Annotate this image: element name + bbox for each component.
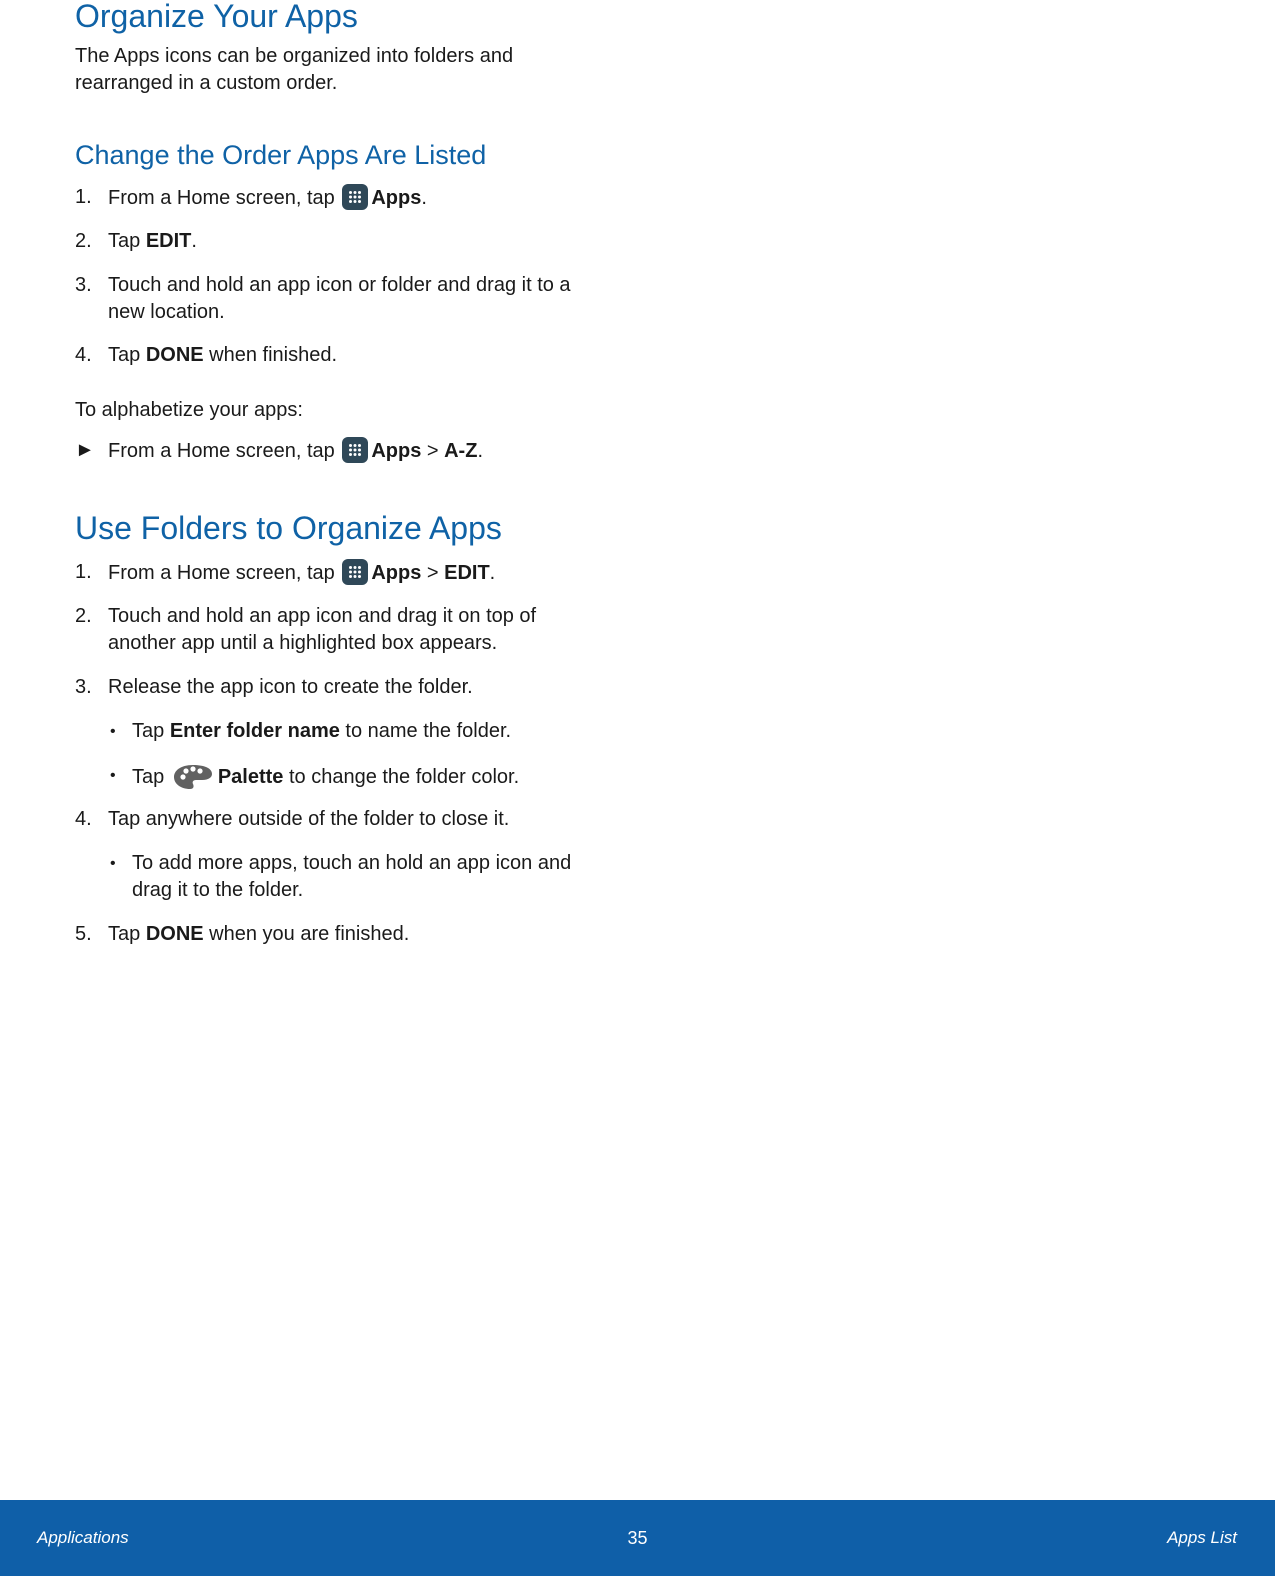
step-number: 2. xyxy=(75,230,92,252)
palette-icon xyxy=(172,762,214,800)
section-title-organize: Organize Your Apps xyxy=(75,0,358,34)
apps-icon xyxy=(342,184,368,210)
step-text: Release the app icon to create the folder. xyxy=(108,676,473,698)
step-number: 1. xyxy=(75,561,92,583)
step-number: 4. xyxy=(75,344,92,366)
page-footer xyxy=(0,1500,1275,1576)
intro-paragraph: The Apps icons can be organized into folders and rearranged in a custom order. xyxy=(75,45,514,94)
step-text: From a Home screen, tap Apps > A-Z. xyxy=(108,437,608,465)
step-number: 2. xyxy=(75,605,92,627)
step-number: 3. xyxy=(75,676,92,698)
step-number: 3. xyxy=(75,274,92,296)
section-title-use-folders: Use Folders to Organize Apps xyxy=(75,510,502,546)
apps-icon xyxy=(342,437,368,463)
bullet: • xyxy=(110,855,116,872)
bullet-text: Tap Palette to change the folder color. xyxy=(132,762,612,800)
apps-icon xyxy=(342,559,368,585)
bullet-text: To add more apps, touch an hold an app icon and drag it to the folder. xyxy=(132,852,572,901)
step-text: Tap DONE when finished. xyxy=(108,344,338,366)
bullet-text: Tap Enter folder name to name the folder. xyxy=(132,720,512,742)
footer-section: Apps List xyxy=(1167,1528,1237,1547)
step-text: From a Home screen, tap Apps > EDIT. xyxy=(108,559,608,587)
step-number: 4. xyxy=(75,808,92,830)
bullet: • xyxy=(110,723,116,740)
arrow-marker: ► xyxy=(75,439,95,461)
step-text: Tap DONE when you are finished. xyxy=(108,923,410,945)
subsection-title-change-order: Change the Order Apps Are Listed xyxy=(75,140,487,170)
step-text: Tap anywhere outside of the folder to close it. xyxy=(108,808,510,830)
step-text: Touch and hold an app icon or folder and drag it to a new location. xyxy=(108,274,571,323)
step-text: Tap EDIT. xyxy=(108,230,197,252)
step-number: 1. xyxy=(75,186,92,208)
footer-chapter: Applications xyxy=(37,1528,129,1547)
step-number: 5. xyxy=(75,923,92,945)
step-text: Touch and hold an app icon and drag it on top of another app until a highlighted box appears. xyxy=(108,605,537,654)
alphabetize-intro: To alphabetize your apps: xyxy=(75,399,303,421)
page-number: 35 xyxy=(627,1528,648,1548)
step-text: From a Home screen, tap Apps. xyxy=(108,184,608,212)
bullet: • xyxy=(110,767,116,784)
